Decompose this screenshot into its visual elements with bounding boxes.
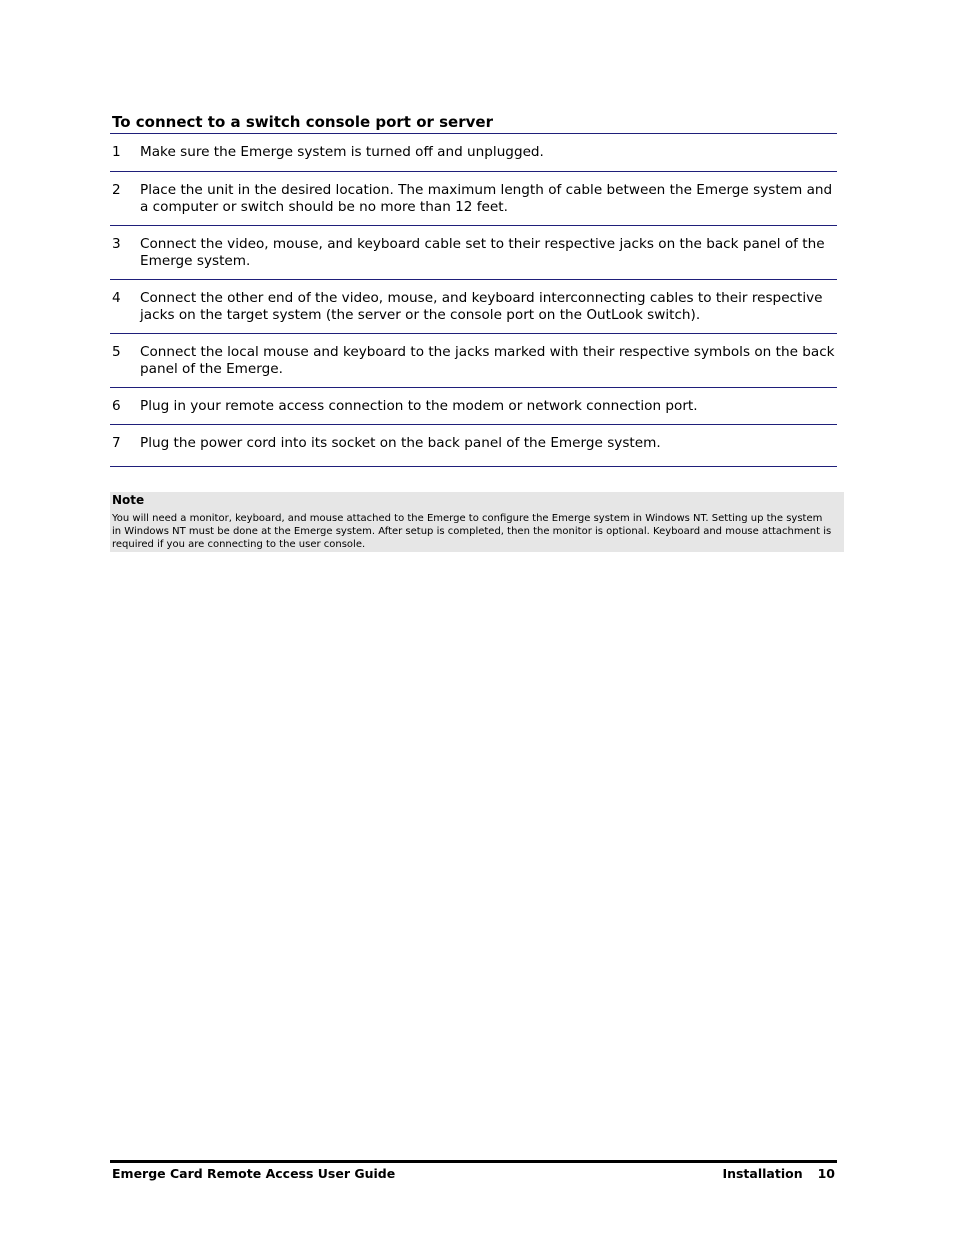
step-text: Plug the power cord into its socket on the back panel of the Emerge system. xyxy=(140,435,661,451)
note-body: You will need a monitor, keyboard, and mouse attached to the Emerge to configure the Emerge system in Windows NT. Setting up the system in Windows NT must be done at the Emerge system. After setup is completed, then the monitor is optional. Keyboard and mouse attachment is required if you are connecting to the user console. xyxy=(112,513,832,550)
footer-section: Installation xyxy=(722,1166,803,1181)
procedure-step xyxy=(110,134,837,172)
footer-doc-title: Emerge Card Remote Access User Guide xyxy=(112,1166,396,1181)
step-text: Plug in your remote access connection to the modem or network connection port. xyxy=(140,398,698,414)
procedure-section xyxy=(110,113,837,467)
step-number: 5 xyxy=(112,344,121,360)
procedure-step xyxy=(110,226,837,280)
procedure-heading: To connect to a switch console port or server xyxy=(110,113,837,134)
page-footer xyxy=(110,1160,837,1182)
procedure-step xyxy=(110,388,837,425)
step-text: Connect the other end of the video, mouse, and keyboard interconnecting cables to their respective jacks on the target system (the server or the console port on the OutLook switch). xyxy=(140,290,823,323)
step-number: 6 xyxy=(112,398,121,414)
step-text: Make sure the Emerge system is turned off and unplugged. xyxy=(140,144,544,160)
note-box xyxy=(110,492,844,552)
page-number: 10 xyxy=(817,1166,835,1181)
procedure-step xyxy=(110,334,837,388)
procedure-step xyxy=(110,425,837,467)
step-number: 4 xyxy=(112,290,121,306)
procedure-steps xyxy=(110,134,837,467)
procedure-step xyxy=(110,172,837,226)
step-text: Connect the local mouse and keyboard to the jacks marked with their respective symbols on the back panel of the Emerge. xyxy=(140,344,835,377)
step-text: Connect the video, mouse, and keyboard cable set to their respective jacks on the back panel of the Emerge system. xyxy=(140,236,825,269)
footer-right xyxy=(722,1166,837,1182)
step-text: Place the unit in the desired location. The maximum length of cable between the Emerge system and a computer or switch should be no more than 12 feet. xyxy=(140,182,833,215)
step-number: 7 xyxy=(112,435,121,451)
step-number: 2 xyxy=(112,182,121,198)
procedure-step xyxy=(110,280,837,334)
step-number: 3 xyxy=(112,236,121,252)
note-title: Note xyxy=(112,493,145,507)
step-number: 1 xyxy=(112,144,121,160)
